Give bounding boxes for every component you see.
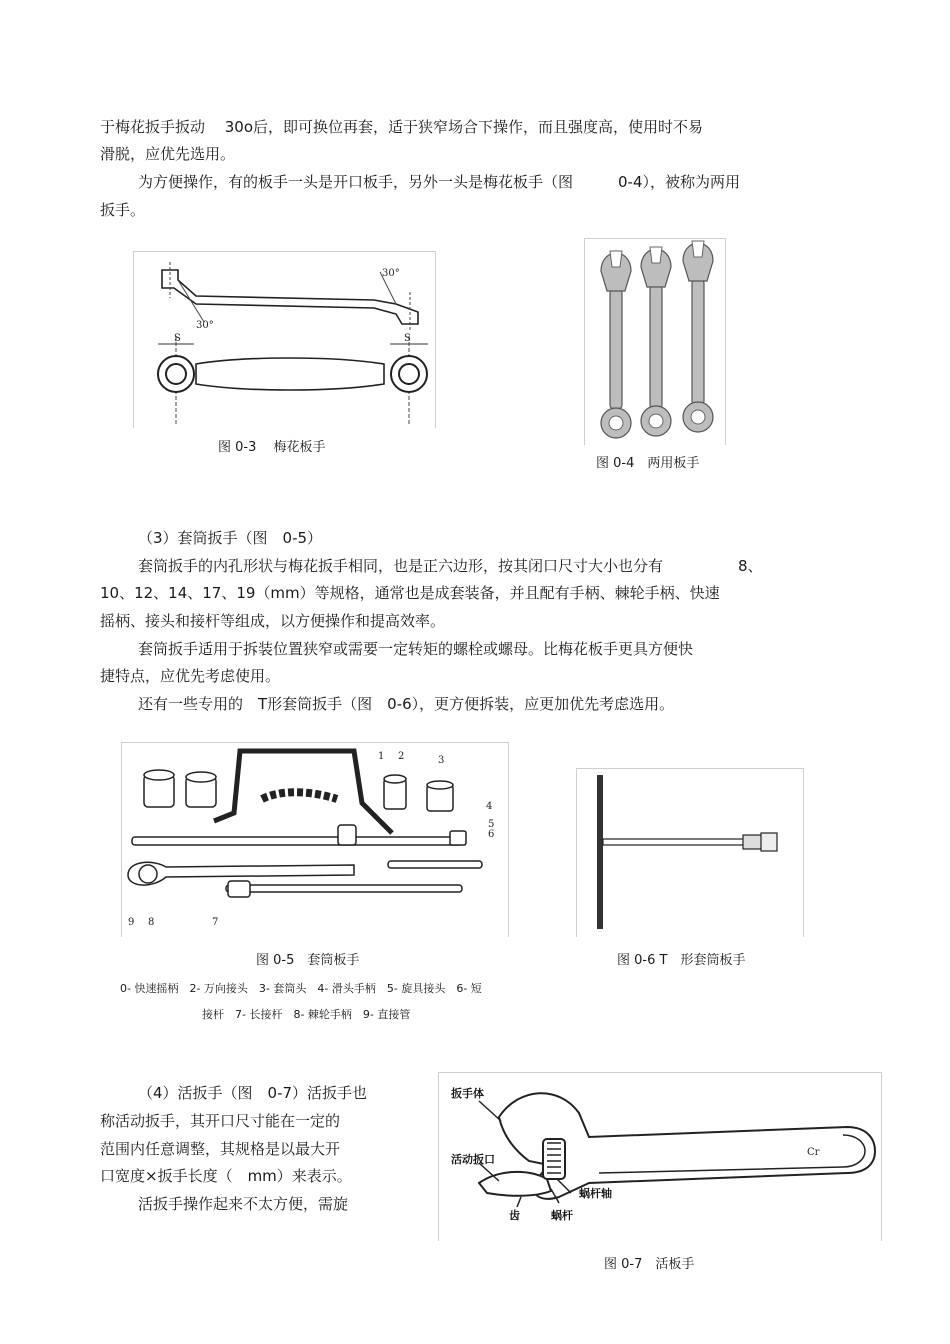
part-label-9: 9	[128, 917, 135, 928]
figure-0-4-combination-wrench	[584, 238, 726, 445]
figure-0-3-caption: 图 0-3 梅花板手	[218, 440, 326, 455]
figure-0-3-ring-wrench	[133, 251, 436, 428]
label-wrench-body: 扳手体	[451, 1087, 484, 1100]
text-line-2: 滑脱，应优先选用。	[100, 145, 236, 163]
text-section-3-line-5: 捷特点，应优先考虑使用。	[100, 667, 281, 685]
text-section-4-line-3: 范围内任意调整，其规格是以最大开	[100, 1140, 341, 1158]
text-section-4-line-5: 活扳手操作起来不太方便，需旋	[138, 1195, 349, 1213]
label-worm-shaft: 蜗杆轴	[579, 1187, 612, 1200]
text-section-3-line-1: 套筒扳手的内孔形状与梅花扳手相同，也是正六边形，按其闭口尺寸大小也分有 8、	[138, 557, 763, 575]
figure-0-5-legend-line-1: 0- 快速摇柄 2- 万向接头 3- 套筒头 4- 滑头手柄 5- 旋具接头 6- 短	[120, 982, 482, 995]
angle-label-30-left: 30°	[196, 320, 214, 331]
text-line-3: 为方便操作，有的板手一头是开口板手，另外一头是梅花板手（图 0-4），被称为两用	[138, 173, 741, 191]
label-worm: 蜗杆	[551, 1209, 573, 1222]
part-label-2: 2	[398, 751, 405, 762]
part-label-4: 4	[486, 801, 493, 812]
dimension-label-s-left: S	[174, 333, 181, 344]
part-label-5: 5	[488, 819, 495, 830]
figure-0-5-socket-wrench-set	[121, 742, 509, 937]
text-section-3-line-2: 10、12、14、17、19（mm）等规格，通常也是成套装备，并且配有手柄、棘轮手柄、快速	[100, 584, 720, 602]
label-cr-mark: Cr	[807, 1147, 820, 1158]
part-label-8: 8	[148, 917, 155, 928]
figure-0-4-caption: 图 0-4 两用板手	[596, 456, 700, 471]
part-label-6: 6	[488, 829, 495, 840]
figure-0-6-t-socket-wrench	[576, 768, 804, 937]
figure-0-6-caption: 图 0-6 T 形套筒板手	[617, 953, 746, 968]
text-line-1: 于梅花扳手扳动 30o后，即可换位再套，适于狭窄场合下操作，而且强度高，使用时不易	[100, 118, 704, 136]
part-label-3: 3	[438, 755, 445, 766]
text-line-4: 扳手。	[100, 201, 146, 219]
figure-0-5-caption: 图 0-5 套筒板手	[256, 953, 360, 968]
part-label-1: 1	[378, 751, 385, 762]
text-section-3-line-4: 套筒扳手适用于拆装位置狭窄或需要一定转矩的螺栓或螺母。比梅花板手更具方便快	[138, 640, 694, 658]
part-label-7: 7	[212, 917, 219, 928]
text-section-4-line-2: 称活动扳手，其开口尺寸能在一定的	[100, 1112, 341, 1130]
section-4-heading-line: （4）活扳手（图 0-7）活扳手也	[138, 1084, 368, 1102]
text-section-3-line-6: 还有一些专用的 T形套筒扳手（图 0-6），更方便拆装，应更加优先考虑选用。	[138, 695, 675, 713]
text-section-4-line-4: 口宽度×扳手长度（ mm）来表示。	[100, 1167, 352, 1185]
label-teeth: 齿	[509, 1209, 520, 1222]
section-3-heading: （3）套筒扳手（图 0-5）	[138, 529, 323, 547]
angle-label-30-right: 30°	[382, 268, 400, 279]
dimension-label-s-right: S	[404, 333, 411, 344]
label-movable-jaw: 活动扳口	[451, 1153, 495, 1166]
figure-0-7-adjustable-wrench	[438, 1072, 882, 1241]
text-section-3-line-3: 摇柄、接头和接杆等组成，以方便操作和提高效率。	[100, 612, 446, 630]
figure-0-7-caption: 图 0-7 活板手	[604, 1257, 695, 1272]
figure-0-5-legend-line-2: 接杆 7- 长接杆 8- 棘轮手柄 9- 直接管	[202, 1008, 411, 1021]
